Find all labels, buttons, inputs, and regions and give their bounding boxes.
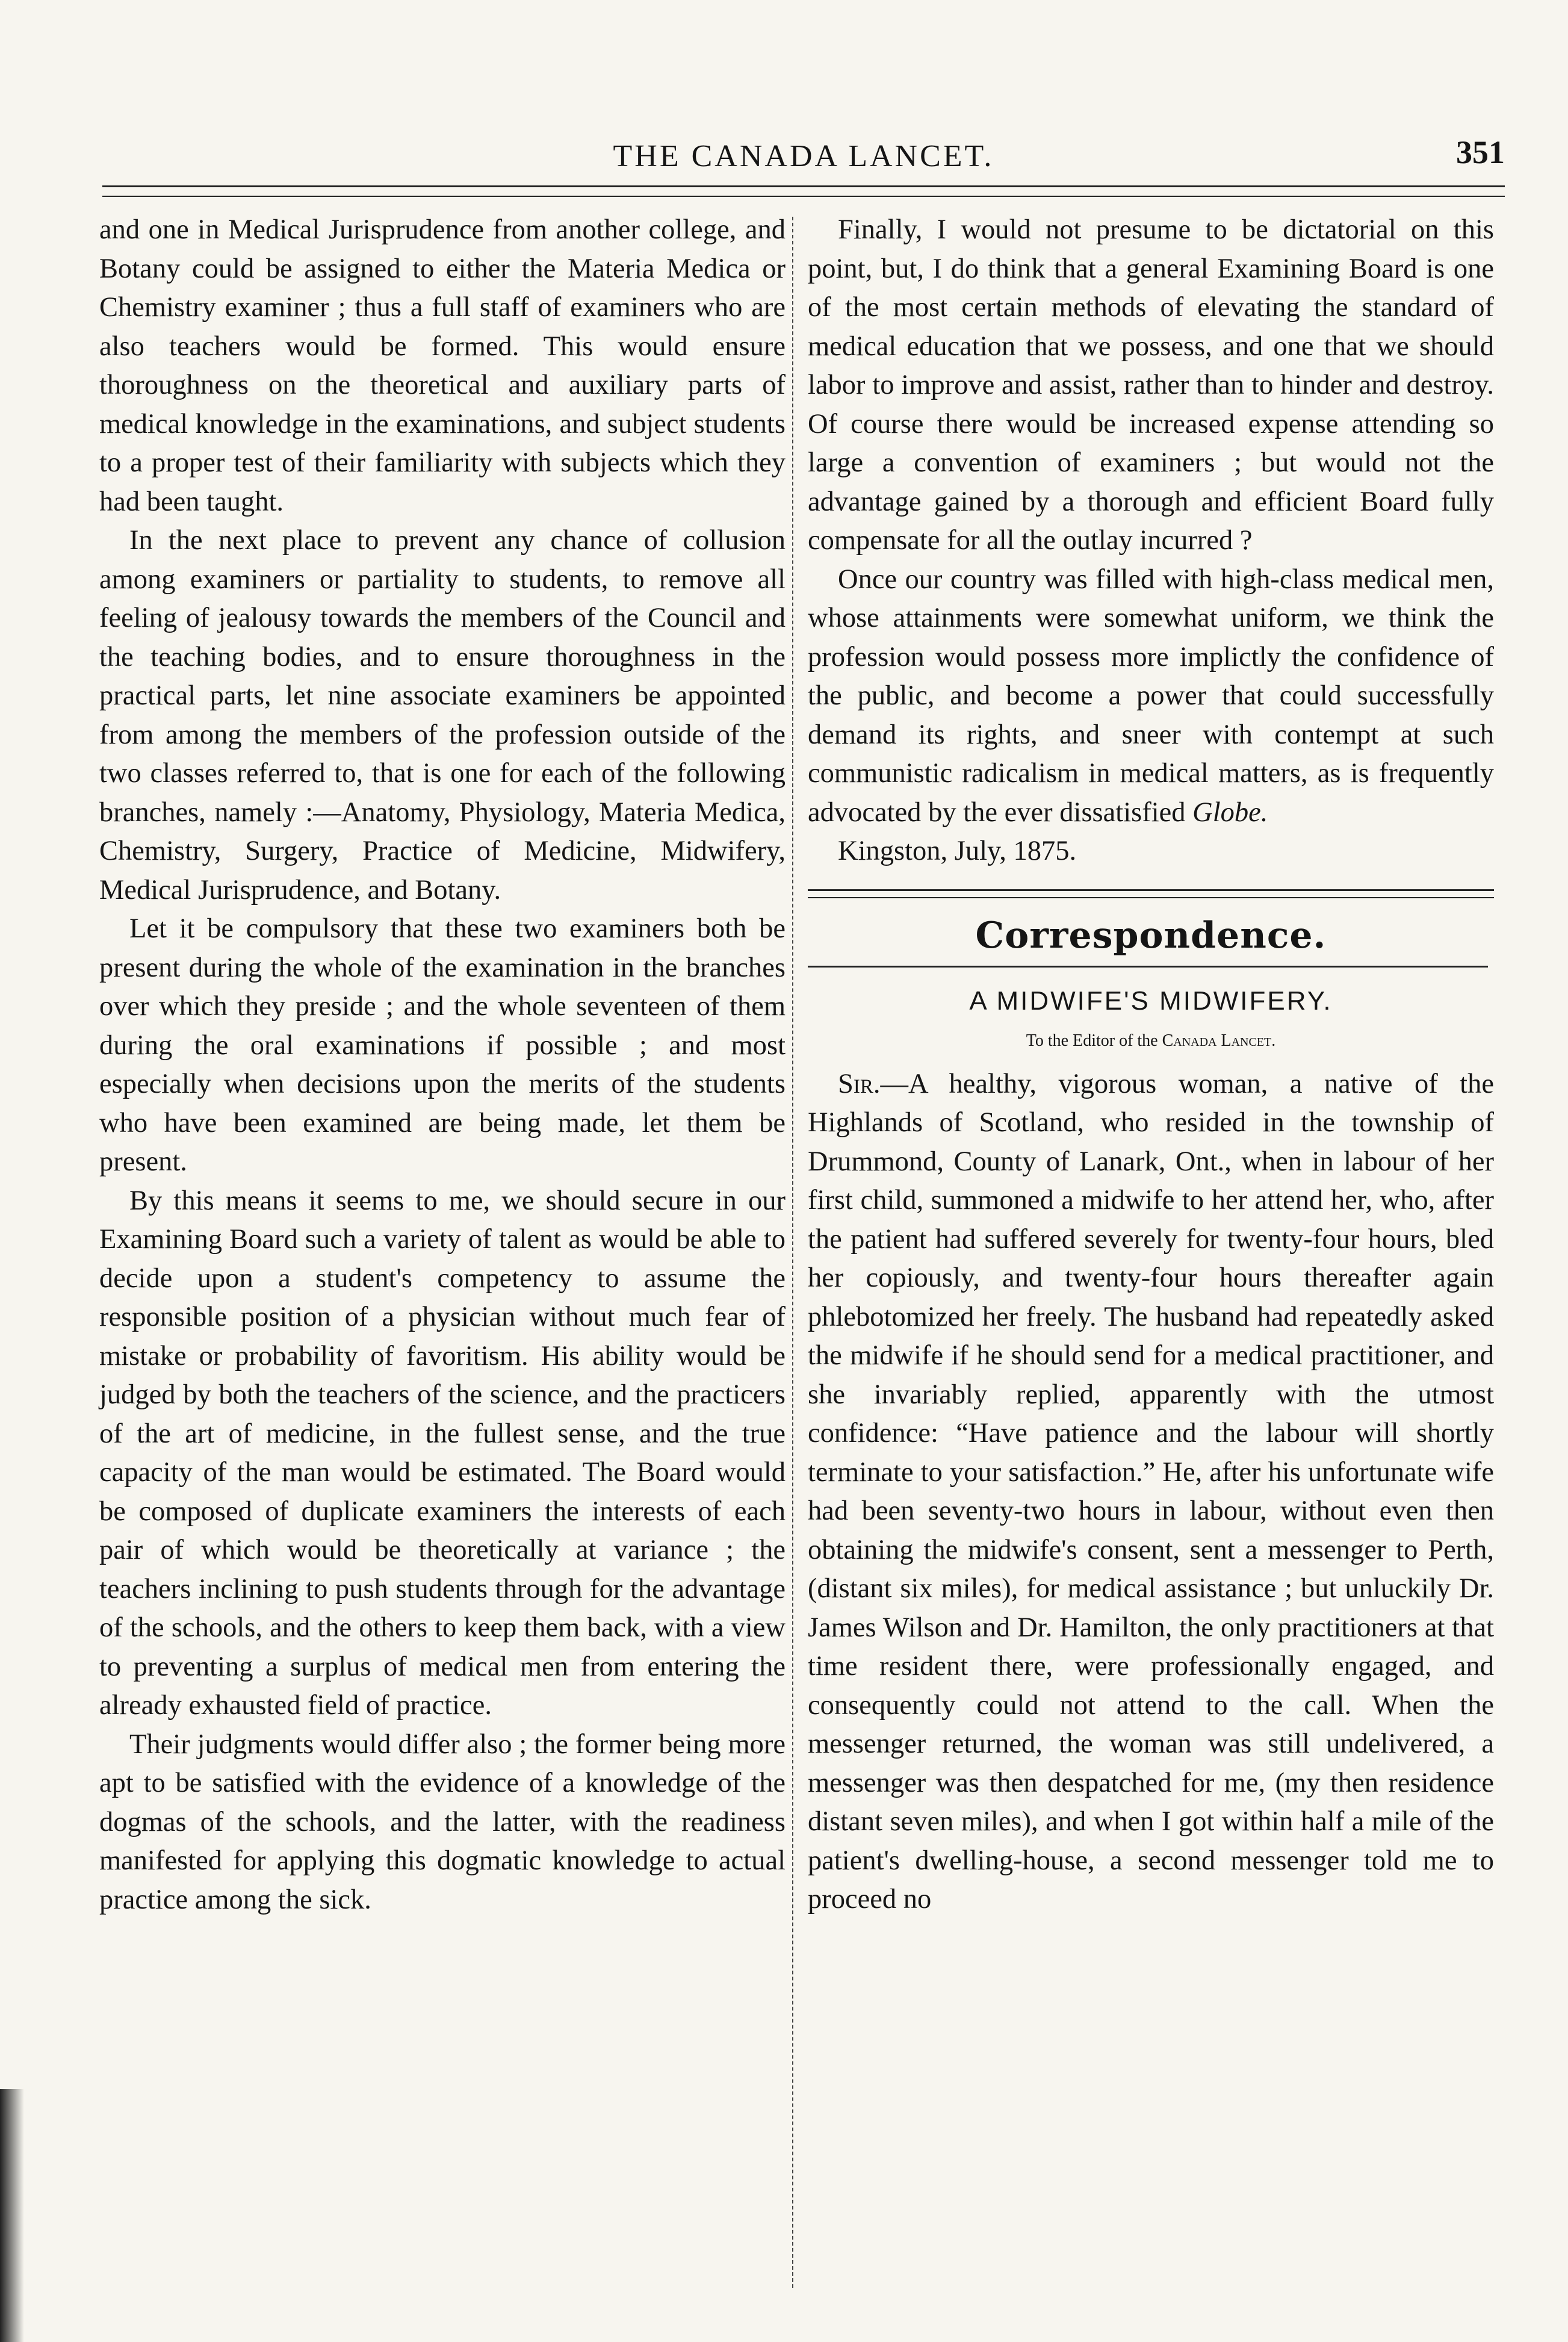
- section-heading: Correspondence.: [975, 914, 1327, 957]
- binding-shadow: [0, 2089, 24, 2342]
- heading-rule: [808, 966, 1488, 968]
- to-editor-line: [808, 1029, 1494, 1053]
- paragraph: and one in Medical Jurisprudence from another college, and Botany could be assigned to either the Materia Medica or Chemistry examiner ; thus a full staff of examiners who are also teachers would be formed. This would ensure thoroughness on the theoretical and auxiliary parts of medical knowledge in the examinations, and subject students to a proper test of their familiarity with subjects which they had been taught.: [99, 214, 786, 517]
- paragraph: Let it be compulsory that these two examiners both be present during the whole of the examination in the branches over which they preside ; and the whole seventeen of them during the oral examinations if possible ; and most especially when decisions upon the merits of the students who have been examined are being made, let them be present.: [99, 913, 786, 1177]
- signoff: Kingston, July, 1875.: [838, 836, 1077, 866]
- paragraph-with-citation: [808, 561, 1494, 833]
- column-divider: [792, 217, 793, 2288]
- paragraph: By this means it seems to me, we should secure in our Examining Board such a variety of talent as would be able to decide upon a student's competency to assume the responsible position of a physician without much fear of mistake or probability of favoritism. His ability would be judged by both the teachers of the science, and the practicers of the art of medicine, in the fullest sense, and the true capacity of the man would be estimated. The Board would be composed of duplicate examiners the interests of each pair of which would be theoretically at variance ; the teachers inclining to push students through for the advantage of the schools, and the others to keep them back, with a view to preventing a surplus of medical men from entering the already exhausted field of practice.: [99, 1185, 786, 1721]
- letter-text: —A healthy, vigorous woman, a native of the Highlands of Scotland, who resided in the township of Drummond, County of Lanark, Ont., when in labour of her first child, summoned a midwife to her attend her, who, after the patient had suffered severely for twenty-four hours, bled her copiously, and twenty-four hours thereafter again phlebotomized her freely. The husband had repeatedly asked the midwife if he should send for a medical practitioner, and she invariably replied, apparently with the utmost confidence: “Have patience and the labour will shortly terminate to your satisfaction.” He, after his unfortunate wife had been seventy-two hours in labour, without even then obtaining the midwife's consent, sent a messenger to Perth, (distant six miles), for medical assistance ; but unluckily Dr. James Wilson and Dr. Hamilton, the only practitioners at that time resident there, were professionally engaged, and consequently could not attend to the call. When the messenger returned, the woman was still undelivered, a messenger was then despatched for me, (my then residence distant seven miles), and when I got within half a mile of the patient's dwelling-house, a second messenger told me to proceed no: [808, 1068, 1494, 1915]
- salutation: Sir.: [838, 1068, 881, 1099]
- globe-citation: Globe.: [1192, 797, 1268, 828]
- right-column: [808, 211, 1494, 1919]
- letter-body: [808, 1065, 1494, 1919]
- section-rule: [808, 889, 1494, 898]
- paragraph: Finally, I would not presume to be dictatorial on this point, but, I do think that a general Examining Board is one of the most certain methods of elevating the standard of medical education that we possess, and one that we should labor to improve and assist, rather than to hinder and destroy. Of course there would be increased expense attending so large a convention of examiners ; but would not the advantage gained by a thorough and efficient Board fully compensate for all the outlay incurred ?: [808, 214, 1494, 556]
- left-column: [99, 211, 786, 1919]
- paragraph: Their judgments would differ also ; the former being more apt to be satisfied with the evidence of a knowledge of the dogmas of the schools, and the latter, with the readiness manifested for applying this dogmatic knowledge to actual practice among the sick.: [99, 1729, 786, 1915]
- paragraph: In the next place to prevent any chance of collusion among examiners or partiality to students, to remove all feeling of jealousy towards the members of the Council and the teaching bodies, and to ensure thoroughness in the practical parts, let nine associate examiners be appointed from among the members of the profession outside of the two classes referred to, that is one for each of the following branches, namely :—Anatomy, Physiology, Materia Medica, Chemistry, Surgery, Practice of Medicine, Midwifery, Medical Jurisprudence, and Botany.: [99, 525, 786, 905]
- to-editor-prefix: To the Editor of the: [1026, 1031, 1158, 1050]
- journal-title: THE CANADA LANCET.: [613, 139, 994, 173]
- paragraph-text: Once our country was filled with high-class medical men, whose attainments were somewhat uniform, we think the profession would possess more implictly the confidence of the public, and become a power that could successfully demand its rights, and sneer with contempt at such communistic radicalism in medical matters, as is frequently advocated by the ever dissatisfied: [808, 564, 1494, 828]
- article-title: A MIDWIFE'S MIDWIFERY.: [969, 986, 1333, 1016]
- running-head: [102, 134, 1505, 182]
- to-editor-journal: Canada Lancet.: [1162, 1031, 1276, 1050]
- page-number: 351: [1456, 134, 1505, 170]
- header-rule: [102, 185, 1505, 197]
